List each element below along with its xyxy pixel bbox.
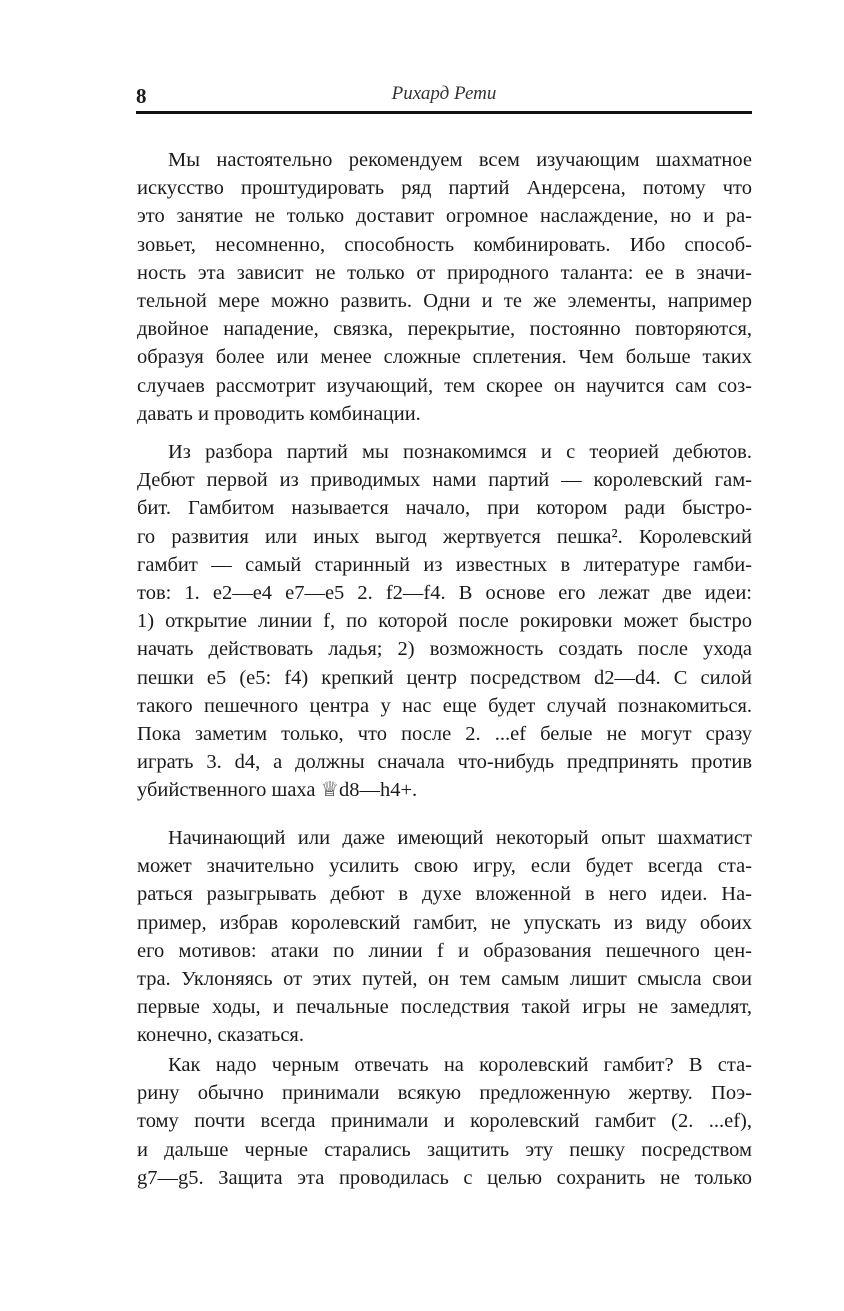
text-line: может значительно усилить свою игру, если будет всегда ста-: [137, 855, 752, 878]
text-line: его мотивов: атаки по линии f и образования пешечного цен-: [137, 939, 752, 962]
text-line: 1) открытие линии f, по которой после рокировки может быстро: [137, 610, 752, 633]
paragraph-3: [137, 824, 752, 1050]
text-line: Дебют первой из приводимых нами партий — королевский гам-: [137, 469, 752, 492]
text-line: такого пешечного центра у нас еще будет случай познакомиться.: [137, 694, 752, 717]
text-line: это занятие не только доставит огромное наслаждение, но и ра-: [137, 205, 752, 228]
text-line: бит. Гамбитом называется начало, при котором ради быстро-: [137, 497, 752, 520]
text-line: Как надо черным отвечать на королевский гамбит? В ста-: [168, 1054, 752, 1076]
text-line: играть 3. d4, а должны сначала что-нибудь предпринять против: [137, 751, 752, 774]
text-line: и дальше черные старались защитить эту пешку посредством: [137, 1138, 752, 1161]
paragraph-2: [137, 438, 752, 804]
text-line: первые ходы, и печальные последствия такой игры не замедлят,: [137, 996, 752, 1019]
text-line: конечно, сказаться.: [137, 1024, 304, 1047]
text-line: убийственного шаха ♕d8—h4+.: [137, 779, 418, 802]
text-line: давать и проводить комбинации.: [137, 402, 421, 425]
text-line: тельной мере можно развить. Одни и те же элементы, например: [137, 289, 752, 312]
text-line: ность эта зависит не только от природного таланта: ее в значи-: [137, 261, 752, 284]
text-line: случаев рассмотрит изучающий, тем скорее он научится сам соз-: [137, 374, 752, 397]
text-line: g7—g5. Защита эта проводилась с целью сохранить не только: [137, 1166, 752, 1189]
text-line: двойное нападение, связка, перекрытие, постоянно повторяются,: [137, 318, 752, 341]
text-line: начать действовать ладья; 2) возможность создать после ухода: [137, 638, 752, 661]
text-line: тов: 1. e2—e4 e7—e5 2. f2—f4. В основе его лежат две идеи:: [137, 581, 752, 604]
text-line: искусство проштудировать ряд партий Андерсена, потому что: [137, 177, 752, 200]
header-rule: [136, 111, 752, 114]
text-line: тому почти всегда принимали и королевский гамбит (2. ...ef),: [137, 1110, 752, 1133]
text-line: раться разыгрывать дебют в духе вложенной в него идеи. На-: [137, 883, 752, 906]
text-line: Пока заметим только, что после 2. ...ef белые не могут сразу: [137, 722, 752, 745]
text-line: гамбит — самый старинный из известных в литературе гамби-: [137, 553, 752, 576]
paragraph-1: [137, 146, 752, 428]
text-line: Из разбора партий мы познакомимся и с теорией дебютов.: [168, 441, 752, 463]
text-line: го развития или иных выгод жертвуется пешка². Королевский: [137, 525, 752, 548]
text-line: рину обычно принимали всякую предложенную жертву. Поэ-: [137, 1082, 752, 1105]
text-line: зовьет, несомненно, способность комбинировать. Ибо способ-: [137, 233, 752, 256]
text-line: образуя более или менее сложные сплетения. Чем больше таких: [137, 346, 752, 369]
text-line: пример, избрав королевский гамбит, не упускать из виду обоих: [137, 911, 752, 934]
paragraph-4: [137, 1051, 752, 1192]
text-line: пешки e5 (e5: f4) крепкий центр посредством d2—d4. С силой: [137, 666, 752, 689]
text-line: Начинающий или даже имеющий некоторый опыт шахматист: [168, 827, 752, 849]
text-line: тра. Уклоняясь от этих путей, он тем самым лишит смысла свои: [137, 967, 752, 990]
running-title: Рихард Рети: [391, 83, 497, 104]
page-number: 8: [136, 84, 147, 108]
text-line: Мы настоятельно рекомендуем всем изучающим шахматное: [168, 149, 752, 171]
